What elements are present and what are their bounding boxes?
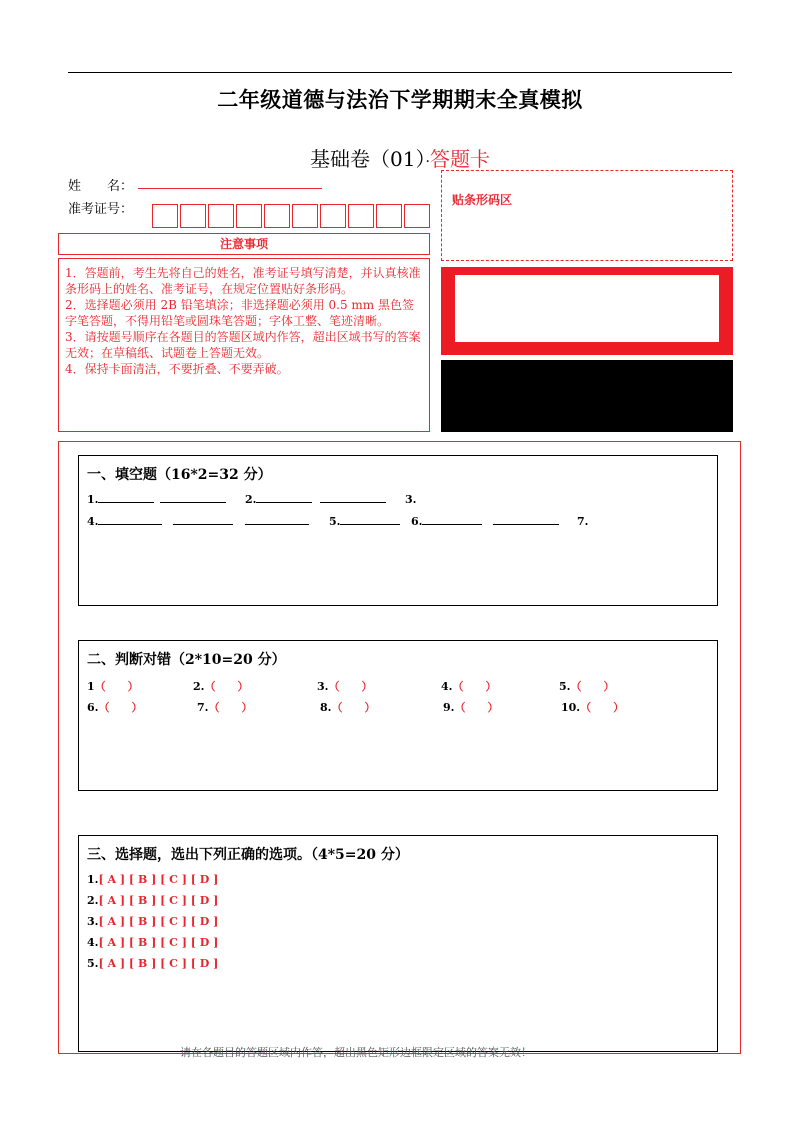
notice-body <box>58 258 430 432</box>
question-number: 5. <box>559 680 571 693</box>
name-field-line[interactable] <box>138 188 322 189</box>
answer-paren[interactable]: （ ） <box>580 701 625 714</box>
notice-item: 3．请按题号顺序在各题目的答题区域内作答，超出区域书写的答案无效；在草稿纸、试题卷上答题无效。 <box>65 330 421 360</box>
subtitle-main: 基础卷（01） <box>310 147 426 171</box>
question-number: 8. <box>320 701 332 714</box>
choice-options[interactable]: [ A ] [ B ] [ C ] [ D ] <box>98 894 219 907</box>
answer-paren[interactable]: （ ） <box>328 680 373 693</box>
question-number: 5. <box>87 957 99 970</box>
section-title: 一、填空题（16*2=32 分） <box>87 467 272 483</box>
exam-id-digit-box[interactable] <box>236 204 262 228</box>
subtitle-dot: · <box>425 154 430 170</box>
exam-id-digit-box[interactable] <box>152 204 178 228</box>
question-number: 4. <box>87 936 99 949</box>
exam-id-digit-box[interactable] <box>292 204 318 228</box>
page-title: 二年级道德与法治下学期期末全真模拟 <box>217 87 583 112</box>
answer-paren[interactable]: （ ） <box>570 680 615 693</box>
top-rule <box>68 72 732 73</box>
choice-options[interactable]: [ A ] [ B ] [ C ] [ D ] <box>98 873 219 886</box>
notice-item: 2．选择题必须用 2B 铅笔填涂；非选择题必须用 0.5 mm 黑色签字笔答题，不得用铅笔或圆珠笔答题；字体工整、笔迹清晰。 <box>65 298 415 328</box>
question-number: 3. <box>405 493 417 506</box>
subtitle-answer-card: 答题卡 <box>429 147 490 171</box>
notice-title: 注意事项 <box>58 233 430 255</box>
question-number: 5. <box>329 515 341 528</box>
question-number: 7. <box>577 515 589 528</box>
exam-id-label: 准考证号： <box>68 202 134 217</box>
barcode-label: 贴条形码区 <box>452 193 513 207</box>
question-number: 3. <box>87 915 99 928</box>
answer-paren[interactable]: （ ） <box>204 680 249 693</box>
question-number: 2. <box>87 894 99 907</box>
answer-paren[interactable]: （ ） <box>98 701 143 714</box>
exam-id-digit-box[interactable] <box>404 204 430 228</box>
choice-row <box>87 873 218 886</box>
absent-mark-frame <box>441 267 733 355</box>
exam-id-digit-box[interactable] <box>376 204 402 228</box>
choice-options[interactable]: [ A ] [ B ] [ C ] [ D ] <box>98 936 219 949</box>
section-fill-in <box>78 455 718 606</box>
exam-id-digit-box[interactable] <box>180 204 206 228</box>
exam-id-digit-box[interactable] <box>208 204 234 228</box>
choice-row <box>87 894 218 907</box>
section-multiple-choice <box>78 835 718 1052</box>
question-number: 3. <box>317 680 329 693</box>
exam-id-boxes <box>152 204 432 228</box>
question-number: 1 <box>87 680 95 693</box>
question-number: 10. <box>561 701 581 714</box>
question-number: 4. <box>441 680 453 693</box>
page-subtitle <box>0 143 800 172</box>
notice-item: 1．答题前，考生先将自己的姓名，准考证号填写清楚，并认真核准条形码上的姓名、准考证号，在规定位置贴好条形码。 <box>65 266 421 296</box>
question-number: 7. <box>197 701 209 714</box>
choice-options[interactable]: [ A ] [ B ] [ C ] [ D ] <box>98 957 219 970</box>
answer-paren[interactable]: （ ） <box>94 680 139 693</box>
exam-id-digit-box[interactable] <box>264 204 290 228</box>
question-number: 6. <box>411 515 423 528</box>
question-number: 6. <box>87 701 99 714</box>
answer-paren[interactable]: （ ） <box>208 701 253 714</box>
question-number: 4. <box>87 515 99 528</box>
choice-row <box>87 957 218 970</box>
choice-row <box>87 936 218 949</box>
exam-id-digit-box[interactable] <box>348 204 374 228</box>
section-true-false <box>78 640 718 791</box>
question-number: 2. <box>193 680 205 693</box>
notice-item: 4．保持卡面清洁，不要折叠、不要弄破。 <box>65 362 289 376</box>
question-number: 1. <box>87 873 99 886</box>
choice-options[interactable]: [ A ] [ B ] [ C ] [ D ] <box>98 915 219 928</box>
exam-id-digit-box[interactable] <box>320 204 346 228</box>
choice-row <box>87 915 218 928</box>
question-number: 2. <box>245 493 257 506</box>
answer-paren[interactable]: （ ） <box>452 680 497 693</box>
black-block <box>441 360 733 432</box>
answer-paren[interactable]: （ ） <box>331 701 376 714</box>
section-title: 二、判断对错（2*10=20 分） <box>87 652 286 668</box>
question-number: 1. <box>87 493 99 506</box>
section-title: 三、选择题，选出下列正确的选项。（4*5=20 分） <box>87 847 409 863</box>
question-number: 9. <box>443 701 455 714</box>
name-label: 姓 名： <box>68 179 134 194</box>
barcode-area <box>441 170 733 261</box>
footer-note: 请在各题目的答题区域内作答，超出黑色矩形边框限定区域的答案无效！ <box>180 1046 532 1058</box>
answer-paren[interactable]: （ ） <box>454 701 499 714</box>
